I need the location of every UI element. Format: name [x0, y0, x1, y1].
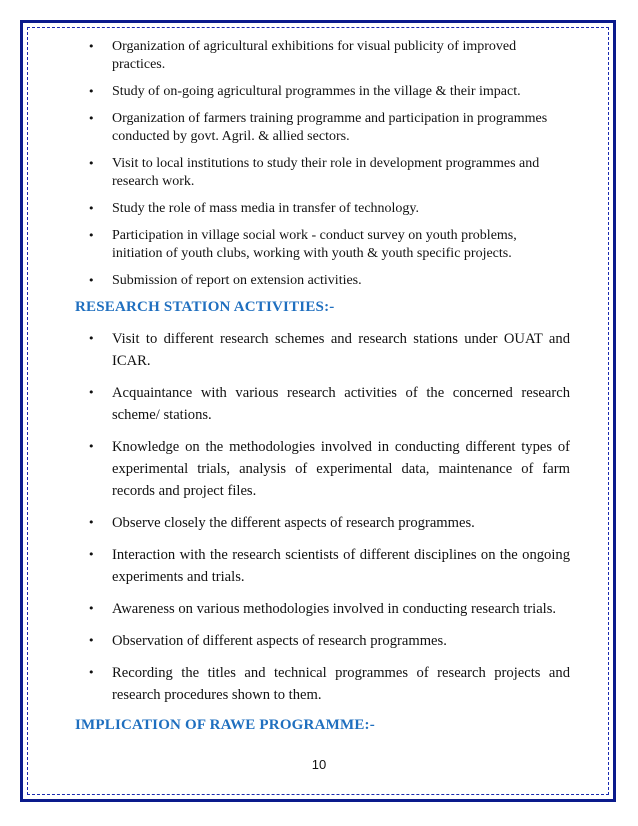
list-item: • Organization of agricultural exhibitions for visual publicity of improved practices. [75, 38, 570, 74]
page-number: 10 [311, 757, 327, 772]
list-item: • Visit to different research schemes and research stations under OUAT and ICAR. [75, 328, 570, 372]
list-item: • Awareness on various methodologies involved in conducting research trials. [75, 598, 570, 620]
list-item: • Acquaintance with various research activities of the concerned research scheme/ stations. [75, 382, 570, 426]
list-item: • Recording the titles and technical programmes of research projects and research procedures shown to them. [75, 662, 570, 706]
page-content [75, 38, 570, 716]
list-item: • Submission of report on extension activities. [75, 272, 570, 290]
section-heading-research-station: RESEARCH STATION ACTIVITIES:- [75, 299, 335, 315]
list-item: • Organization of farmers training programme and participation in programmes conducted by govt. Agril. & allied sectors. [75, 110, 570, 146]
extension-activities-list [75, 38, 570, 290]
list-item: • Interaction with the research scientists of different disciplines on the ongoing experiments and trials. [75, 544, 570, 588]
list-item: • Observe closely the different aspects of research programmes. [75, 512, 570, 534]
list-item: • Visit to local institutions to study their role in development programmes and research work. [75, 155, 570, 191]
list-item: • Participation in village social work - conduct survey on youth problems, initiation of youth clubs, working with youth & youth specific projects. [75, 227, 570, 263]
list-item: • Knowledge on the methodologies involved in conducting different types of experimental trials, analysis of experimental data, maintenance of farm records and project files. [75, 436, 570, 502]
list-item: • Study of on-going agricultural programmes in the village & their impact. [75, 83, 570, 101]
list-item: • Study the role of mass media in transfer of technology. [75, 200, 570, 218]
section-heading-implication: IMPLICATION OF RAWE PROGRAMME:- [75, 717, 375, 733]
list-item: • Observation of different aspects of research programmes. [75, 630, 570, 652]
research-station-activities-list [75, 328, 570, 706]
